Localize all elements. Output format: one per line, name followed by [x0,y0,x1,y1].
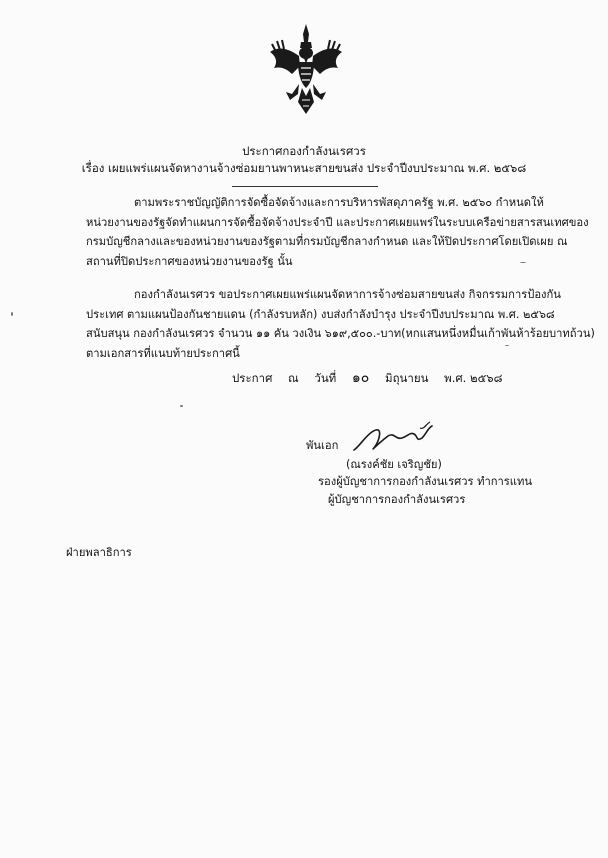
date-at: ณ [288,371,299,385]
signatory-title-line1: รองผู้บัญชาการกองกำลังนเรศวร ทำการแทน [318,475,533,488]
paragraph-line: สถานที่ปิดประกาศของหน่วยงานของรัฐ นั้น [86,254,293,268]
handwritten-signature [350,418,450,458]
scan-speck [11,312,13,316]
issuing-department: ฝ่ายพลาธิการ [66,546,132,559]
scan-speck [520,262,526,263]
date-year: พ.ศ. ๒๕๖๘ [444,371,503,385]
date-day-label: วันที่ [314,371,337,385]
signatory-name: (ณรงค์ชัย เจริญชัย) [346,458,442,471]
paragraph-announcement [86,285,595,363]
paragraph-line: ตามพระราชบัญญัติการจัดซื้อจัดจ้างและการบริหารพัสดุภาครัฐ พ.ศ. ๒๕๖๐ กำหนดให้ [134,196,544,209]
paragraph-line: ตามเอกสารที่แนบท้ายประกาศนี้ [86,346,240,360]
garuda-emblem-icon [268,22,344,118]
date-day: ๑๐ [351,370,370,386]
signatory-title-line2: ผู้บัญชาการกองกำลังนเรศวร [328,493,466,506]
date-label: ประกาศ [232,371,273,385]
date-month: มิถุนายน [385,371,429,385]
paragraph-line: ประเทศ ตามแผนป้องกันชายแดน (กำลังรบหลัก) งบส่งกำลังบำรุง ประจำปีงบประมาณ พ.ศ. ๒๕๖๘ [86,307,555,321]
paragraph-line: กองกำลังนเรศวร ขอประกาศเผยแพร่แผนจัดหาการจ้างซ่อมสายขนส่ง กิจกรรมการป้องกัน [134,288,561,301]
scan-speck [505,345,509,346]
scan-speck [180,405,183,407]
announcement-date [232,370,514,386]
document-subject: เรื่อง เผยแพร่แผนจัดหางานจ้างซ่อมยานพาหนะสายขนส่ง ประจำปีงบประมาณ พ.ศ. ๒๕๖๘ [81,161,527,175]
paragraph-legal-basis [86,193,589,271]
paragraph-line: สนับสนุน กองกำลังนเรศวร จำนวน ๑๑ คัน วงเงิน ๖๑๙,๕๐๐.-บาท(หกแสนหนึ่งหมื่นเก้าพันห้าร้อยบาทถ้วน) [86,327,595,340]
agency-title: ประกาศกองกำลังนเรศวร [242,144,366,158]
paragraph-line: หน่วยงานของรัฐจัดทำแผนการจัดซื้อจัดจ้างประจำปี และประกาศเผยแพร่ในระบบเครือข่ายสารสนเทศของ [86,215,589,229]
paragraph-line: กรมบัญชีกลางและของหน่วยงานของรัฐตามที่กรมบัญชีกลางกำหนด และให้ปิดประกาศโดยเปิดเผย ณ [86,235,568,248]
title-divider [232,186,378,187]
signatory-rank: พันเอก [306,439,339,452]
